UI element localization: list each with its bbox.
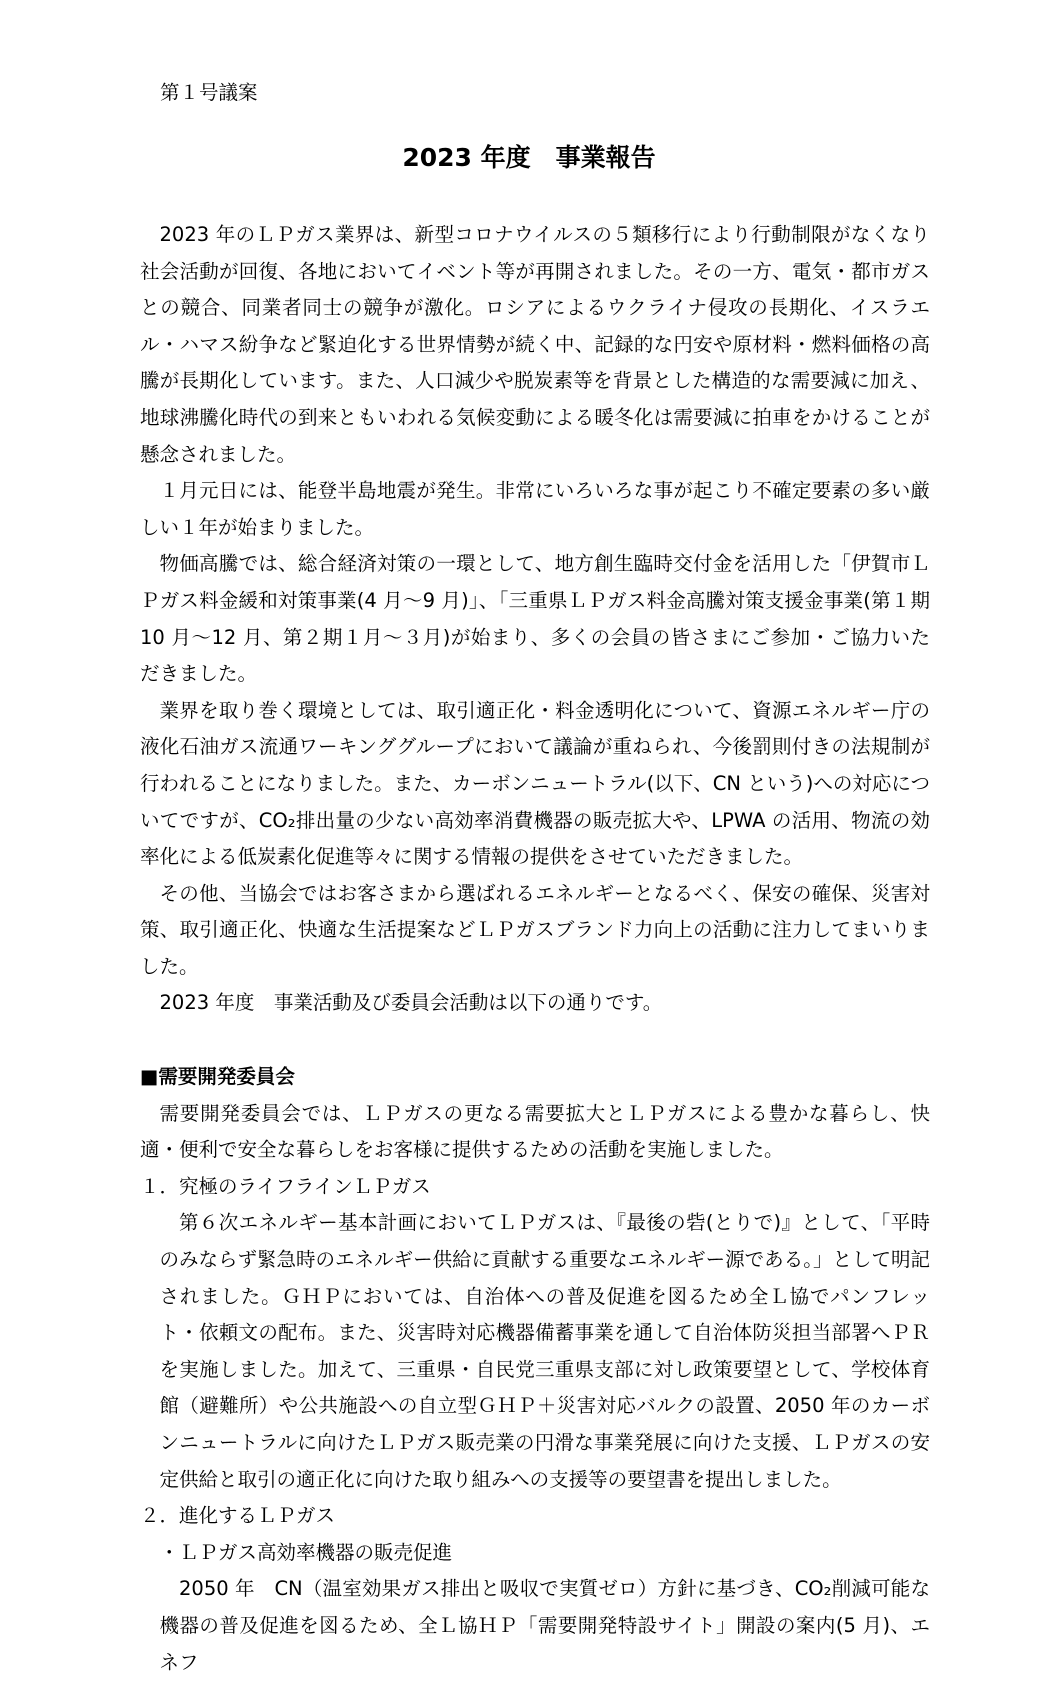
intro-paragraph: １月元日には、能登半島地震が発生。非常にいろいろな事が起こり不確定要素の多い厳しい１年が始まりました。 (140, 479, 930, 539)
item-paragraph: 第６次エネルギー基本計画においてＬＰガスは、『最後の砦(とりで)』として、「平時のみならず緊急時のエネルギー供給に貢献する重要なエネルギー源である。」として明記されました。ＧＨＰにおいては、自治体への普及促進を図るため全Ｌ協でパンフレット・依頼文の配布。また、災害時対応機器備蓄事業を通して自治体防災担当部署へＰＲを実施しました。加えて、三重県・自民党三重県支部に対し政策要望として、学校体育館（避難所）や公共施設への自立型ＧＨＰ＋災害対応バルクの設置、2050 年のカーボンニュートラルに向けたＬＰガス販売業の円滑な事業発展に向けた支援、ＬＰガスの安定供給と取引の適正化に向けた取り組みへの支援等の要望書を提出しました。 (159, 1211, 930, 1491)
section-lead: 需要開発委員会では、ＬＰガスの更なる需要拡大とＬＰガスによる豊かな暮らし、快適・便利で安全な暮らしをお客様に提供するための活動を実施しました。 (140, 1101, 930, 1162)
agenda-label: 第１号議案 (160, 81, 258, 104)
item-subtitle: ・ＬＰガス高効率機器の販売促進 (159, 1540, 453, 1564)
spacer (140, 1022, 930, 1059)
intro-paragraph: 2023 年のＬＰガス業界は、新型コロナウイルスの５類移行により行動制限がなくなり社会活動が回復、各地においてイベント等が再開されました。その一方、電気・都市ガスとの競合、同業者同士の競争が激化。ロシアによるウクライナ侵攻の長期化、イスラエル・ハマス紛争など緊迫化する世界情勢が続く中、記録的な円安や原材料・燃料価格の高騰が長期化しています。また、人口減少や脱炭素等を背景とした構造的な需要減に加え、地球沸騰化時代の到来ともいわれる気候変動による暖冬化は需要減に拍車をかけることが懸念されました。 (140, 223, 930, 466)
page-title: 2023 年度 事業報告 (402, 143, 656, 172)
item-title: １．究極のライフラインＬＰガス (140, 1174, 431, 1198)
document-body (140, 217, 930, 1681)
item-paragraph: 2050 年 CN（温室効果ガス排出と吸収で実質ゼロ）方針に基づき、CO₂削減可能な機器の普及促進を図るため、全Ｌ協ＨＰ「需要開発特設サイト」開設の案内(5 月)、エネフ (159, 1577, 930, 1674)
intro-paragraph: 2023 年度 事業活動及び委員会活動は以下の通りです。 (159, 991, 663, 1015)
section-heading: ■需要開発委員会 (140, 1065, 295, 1089)
intro-paragraph: 業界を取り巻く環境としては、取引適正化・料金透明化について、資源エネルギー庁の液化石油ガス流通ワーキンググループにおいて議論が重ねられ、今後罰則付きの法規制が行われることになりました。また、カーボンニュートラル(以下、CN という)への対応についてですが、CO₂排出量の少ない高効率消費機器の販売拡大や、LPWA の活用、物流の効率化による低炭素化促進等々に関する情報の提供をさせていただきました。 (140, 698, 930, 869)
item-title: ２．進化するＬＰガス (140, 1504, 336, 1528)
intro-paragraph: その他、当協会ではお客さまから選ばれるエネルギーとなるべく、保安の確保、災害対策、取引適正化、快適な生活提案などＬＰガスブランド力向上の活動に注力してまいりました。 (140, 881, 930, 978)
intro-paragraph: 物価高騰では、総合経済対策の一環として、地方創生臨時交付金を活用した「伊賀市ＬＰガス料金緩和対策事業(4 月～9 月)」、「三重県ＬＰガス料金高騰対策支援金事業(第１期 10 月～12 月、第２期１月～３月)が始まり、多くの会員の皆さまにご参加・ご協力いただきました。 (140, 552, 930, 686)
